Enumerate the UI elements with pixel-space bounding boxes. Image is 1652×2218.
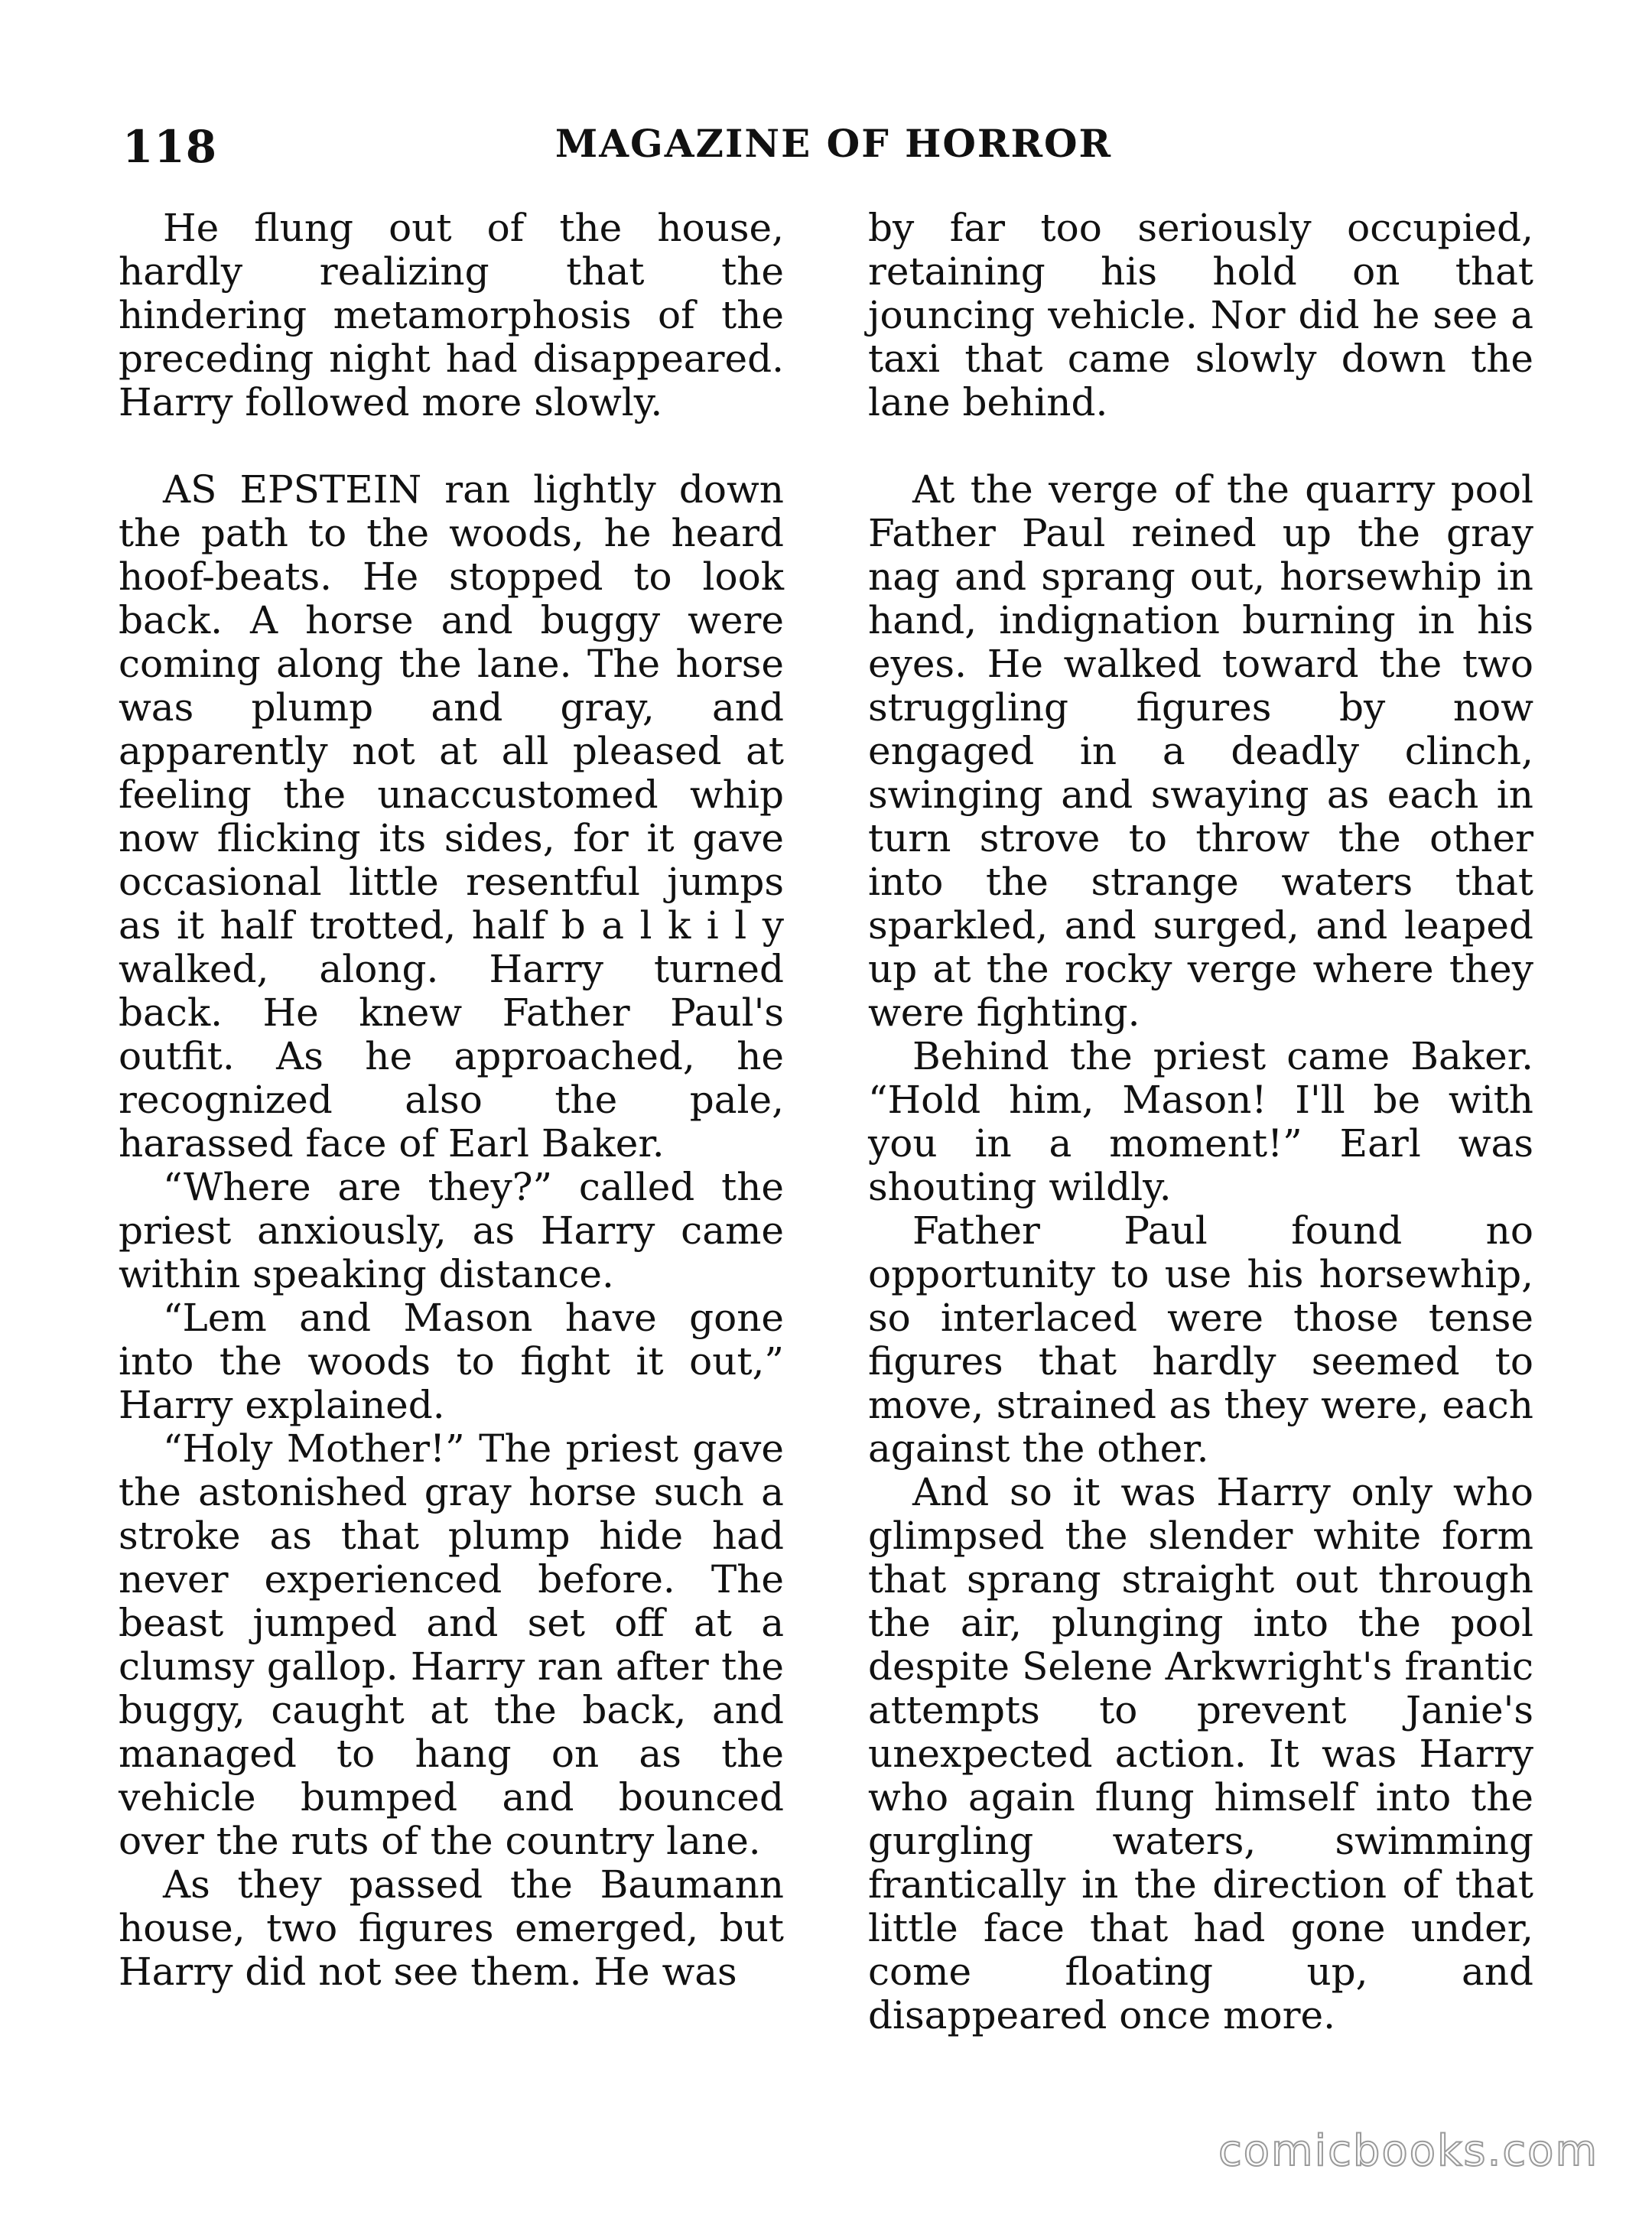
page-header bbox=[122, 121, 1545, 182]
paragraph-left-4: “Lem and Mason have gone into the woods to fight it out,” Harry explained. bbox=[119, 1296, 784, 1427]
paragraph-left-5: “Holy Mother!” The priest gave the astonished gray horse such a stroke as that plump hide had never experienced before. The beast jumped and set off at a clumsy gallop. Harry ran after the buggy, caught at the back, and managed to hang on as the vehicle bumped and bounced over the ruts of the country lane. bbox=[119, 1426, 784, 1863]
paragraph-left-1: He flung out of the house, hardly realizing that the hindering metamorphosis of the preceding night had disappeared. Harry followed more slowly. bbox=[119, 206, 784, 424]
site-watermark: comicbooks.com bbox=[1218, 2126, 1598, 2176]
paragraph-right-1: by far too seriously occupied, retaining his hold on that jouncing vehicle. Nor did he see a taxi that came slowly down the lane behind. bbox=[868, 206, 1533, 424]
paragraph-left-3: “Where are they?” called the priest anxiously, as Harry came within speaking distance. bbox=[119, 1165, 784, 1296]
left-column bbox=[119, 207, 784, 1994]
paragraph-left-6: As they passed the Baumann house, two figures emerged, but Harry did not see them. He was bbox=[119, 1862, 784, 1994]
paragraph-right-4: Father Paul found no opportunity to use his horsewhip, so interlaced were those tense figures that hardly seemed to move, strained as they were, each against the other. bbox=[868, 1208, 1533, 1471]
page-number: 118 bbox=[122, 121, 218, 173]
right-column bbox=[868, 207, 1533, 2038]
paragraph-right-2: At the verge of the quarry pool Father Paul reined up the gray nag and sprang out, horsewhip in hand, indignation burning in his eyes. He walked toward the two struggling figures by now engaged in a deadly clinch, swinging and swaying as each in turn strove to throw the other into the strange waters that sparkled, and surged, and leaped up at the rocky verge where they were fighting. bbox=[868, 467, 1533, 1035]
running-title: MAGAZINE OF HORROR bbox=[554, 121, 1113, 166]
paragraph-left-2: AS EPSTEIN ran lightly down the path to the woods, he heard hoof-beats. He stopped to look back. A horse and buggy were coming along the lane. The horse was plump and gray, and apparently not at all pleased at feeling the unaccustomed whip now flicking its sides, for it gave occasional little resentful jumps as it half trotted, half b a l k i l y walked, along. Harry turned back. He knew Father Paul's outfit. As he approached, he recognized also the pale, harassed face of Earl Baker. bbox=[119, 467, 784, 1166]
paragraph-right-3: Behind the priest came Baker. “Hold him, Mason! I'll be with you in a moment!” Earl was shouting wildly. bbox=[868, 1034, 1533, 1209]
paragraph-right-5: And so it was Harry only who glimpsed the slender white form that sprang straight out through the air, plunging into the pool despite Selene Arkwright's frantic attempts to prevent Janie's unexpected action. It was Harry who again flung himself into the gurgling waters, swimming frantically in the direction of that little face that had gone under, come floating up, and disappeared once more. bbox=[868, 1470, 1533, 2038]
